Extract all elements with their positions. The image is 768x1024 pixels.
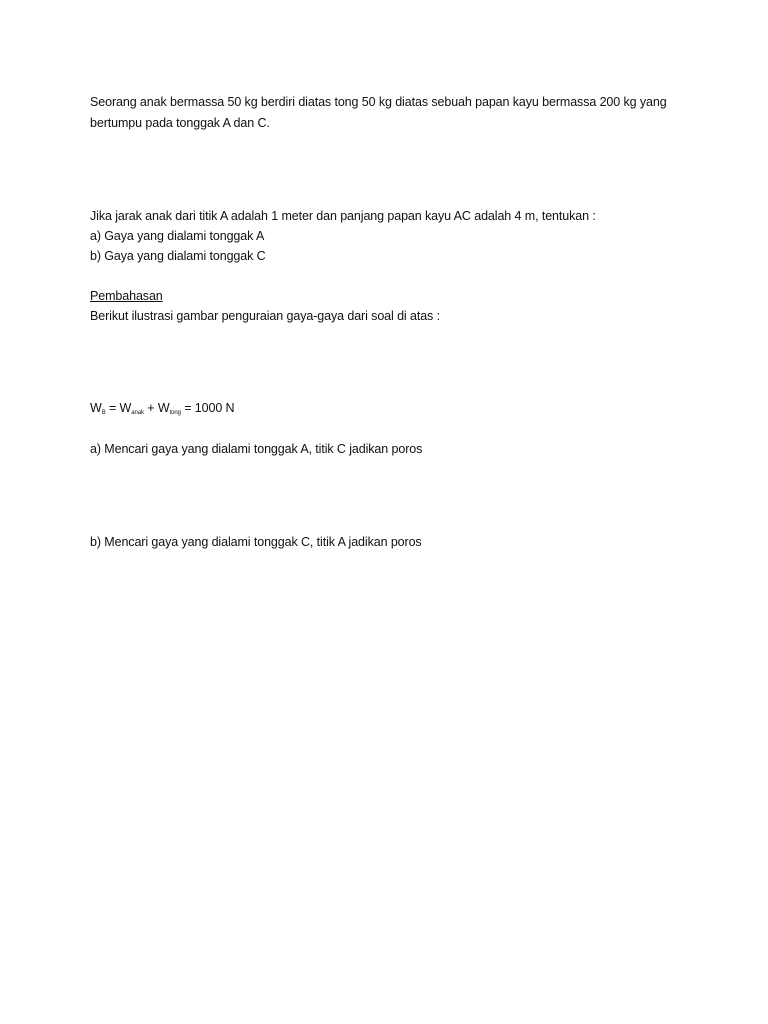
solution-heading: Pembahasan	[90, 289, 163, 303]
eq-result: = 1000 N	[180, 401, 235, 415]
eq-equals-w: = W	[105, 401, 132, 415]
eq-w1: W	[90, 401, 102, 415]
part-a-heading: a) Mencari gaya yang dialami tonggak A, titik C jadikan poros	[90, 442, 423, 456]
eq-anak-sub: anak	[131, 410, 144, 416]
question-a: a) Gaya yang dialami tonggak A	[90, 229, 265, 243]
problem-line-2: bertumpu pada tonggak A dan C.	[90, 116, 270, 130]
problem-line-1: Seorang anak bermassa 50 kg berdiri diatas tong 50 kg diatas sebuah papan kayu bermassa 200 kg yang	[90, 95, 667, 109]
eq-plus-w: + W	[143, 401, 170, 415]
part-b-heading: b) Mencari gaya yang dialami tonggak C, titik A jadikan poros	[90, 535, 422, 549]
solution-intro: Berikut ilustrasi gambar penguraian gaya-gaya dari soal di atas :	[90, 309, 440, 323]
eq-tong-sub: tong	[169, 410, 181, 416]
weight-equation	[90, 398, 234, 423]
question-intro: Jika jarak anak dari titik A adalah 1 meter dan panjang papan kayu AC adalah 4 m, tentukan :	[90, 209, 596, 223]
eq-w1-sub: B	[101, 410, 106, 416]
question-b: b) Gaya yang dialami tonggak C	[90, 249, 266, 263]
